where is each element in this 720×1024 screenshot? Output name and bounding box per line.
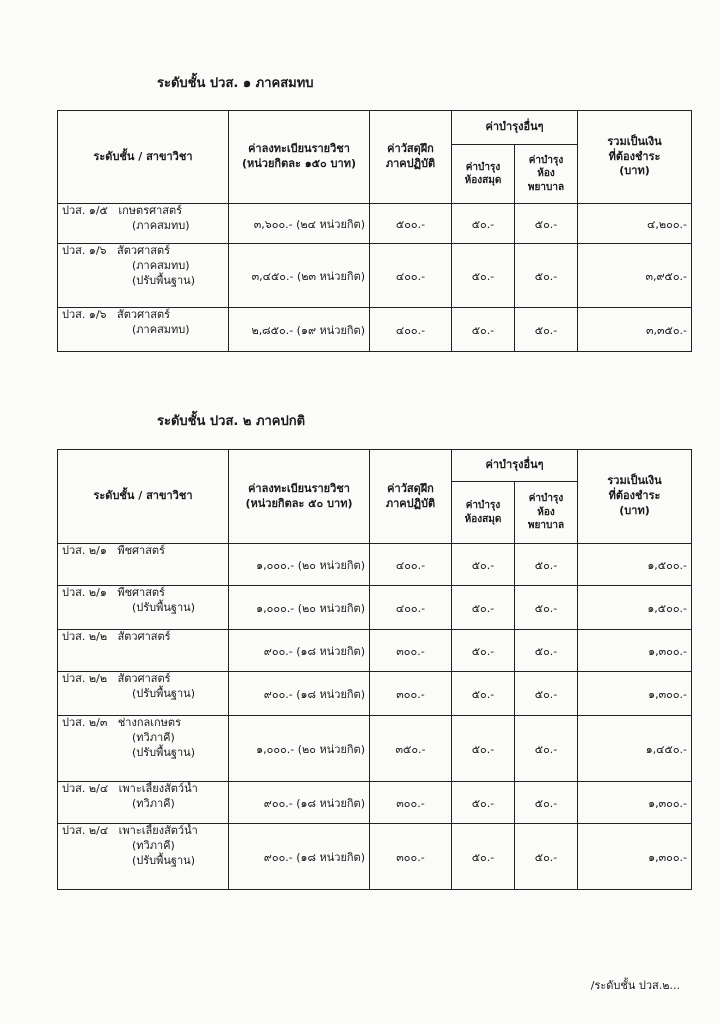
program-note: (ปรับพื้นฐาน)	[132, 686, 195, 700]
program-note: (ทวิภาคี)	[132, 796, 175, 810]
nursing-fee-cell: ๕๐.-	[515, 308, 578, 352]
header-registration-fee: ค่าลงทะเบียนรายวิชา (หน่วยกิตละ ๕๐ บาท)	[229, 450, 370, 544]
table-row	[58, 716, 692, 782]
class-level: ปวส. ๒/๓	[62, 716, 108, 729]
class-level: ปวส. ๑/๕	[62, 204, 108, 217]
program-note: (ปรับพื้นฐาน)	[132, 273, 195, 287]
total-cell: ๑,๓๐๐.-	[578, 782, 692, 824]
table-row	[58, 824, 692, 890]
level-major-cell	[58, 716, 229, 782]
header-level-major: ระดับชั้น / สาขาวิชา	[58, 111, 229, 204]
program-note: (ปรับพื้นฐาน)	[132, 745, 195, 759]
level-major-cell	[58, 204, 229, 244]
nursing-fee-cell: ๕๐.-	[515, 672, 578, 716]
nursing-fee-cell: ๕๐.-	[515, 204, 578, 244]
registration-fee-cell: ๙๐๐.- (๑๘ หน่วยกิต)	[229, 672, 370, 716]
level-major-cell	[58, 630, 229, 672]
total-cell: ๑,๓๐๐.-	[578, 672, 692, 716]
total-cell: ๔,๒๐๐.-	[578, 204, 692, 244]
program-note: (ทวิภาคี)	[132, 730, 175, 744]
header-other-maintenance: ค่าบำรุงอื่นๆ	[452, 111, 578, 145]
nursing-fee-cell: ๕๐.-	[515, 544, 578, 586]
class-level: ปวส. ๒/๔	[62, 782, 109, 795]
registration-fee-cell: ๑,๐๐๐.- (๒๐ หน่วยกิต)	[229, 544, 370, 586]
major-name: พืชศาสตร์	[117, 544, 165, 557]
materials-fee-cell: ๓๕๐.-	[370, 716, 452, 782]
fee-table-section2	[57, 449, 692, 890]
nursing-fee-cell: ๕๐.-	[515, 630, 578, 672]
header-library-fee: ค่าบำรุง ห้องสมุด	[452, 482, 515, 544]
major-name: สัตวศาสตร์	[117, 308, 171, 321]
major-name: เพาะเลี้ยงสัตว์น้ำ	[118, 782, 198, 795]
table-row	[58, 782, 692, 824]
class-level: ปวส. ๒/๑	[62, 586, 107, 599]
nursing-fee-cell: ๕๐.-	[515, 782, 578, 824]
table-row	[58, 244, 692, 308]
major-name: เพาะเลี้ยงสัตว์น้ำ	[118, 824, 198, 837]
total-cell: ๑,๕๐๐.-	[578, 544, 692, 586]
registration-fee-cell: ๓,๖๐๐.- (๒๔ หน่วยกิต)	[229, 204, 370, 244]
registration-fee-cell: ๙๐๐.- (๑๘ หน่วยกิต)	[229, 630, 370, 672]
level-major-cell	[58, 782, 229, 824]
registration-fee-cell: ๙๐๐.- (๑๘ หน่วยกิต)	[229, 824, 370, 890]
class-level: ปวส. ๒/๒	[62, 672, 108, 685]
library-fee-cell: ๕๐.-	[452, 244, 515, 308]
nursing-fee-cell: ๕๐.-	[515, 716, 578, 782]
materials-fee-cell: ๓๐๐.-	[370, 782, 452, 824]
header-practice-materials: ค่าวัสดุฝึก ภาคปฏิบัติ	[370, 450, 452, 544]
program-note: (ภาคสมทบ)	[132, 218, 190, 232]
nursing-fee-cell: ๕๐.-	[515, 586, 578, 630]
header-nursing-fee: ค่าบำรุง ห้อง พยาบาล	[515, 482, 578, 544]
library-fee-cell: ๕๐.-	[452, 308, 515, 352]
materials-fee-cell: ๓๐๐.-	[370, 630, 452, 672]
table-row	[58, 630, 692, 672]
level-major-cell	[58, 824, 229, 890]
total-cell: ๑,๕๐๐.-	[578, 586, 692, 630]
materials-fee-cell: ๔๐๐.-	[370, 244, 452, 308]
total-cell: ๓,๓๕๐.-	[578, 308, 692, 352]
materials-fee-cell: ๓๐๐.-	[370, 672, 452, 716]
materials-fee-cell: ๓๐๐.-	[370, 824, 452, 890]
continuation-note: /ระดับชั้น ปวส.๒...	[590, 979, 680, 992]
library-fee-cell: ๕๐.-	[452, 630, 515, 672]
program-note: (ทวิภาคี)	[132, 838, 175, 852]
registration-fee-cell: ๓,๔๕๐.- (๒๓ หน่วยกิต)	[229, 244, 370, 308]
total-cell: ๑,๓๐๐.-	[578, 630, 692, 672]
level-major-cell	[58, 586, 229, 630]
program-note: (ภาคสมทบ)	[132, 258, 190, 272]
major-name: พืชศาสตร์	[117, 586, 165, 599]
header-total: รวมเป็นเงิน ที่ต้องชำระ (บาท)	[578, 111, 692, 204]
library-fee-cell: ๕๐.-	[452, 824, 515, 890]
library-fee-cell: ๕๐.-	[452, 586, 515, 630]
library-fee-cell: ๕๐.-	[452, 716, 515, 782]
registration-fee-cell: ๒,๘๕๐.- (๑๙ หน่วยกิต)	[229, 308, 370, 352]
header-level-major: ระดับชั้น / สาขาวิชา	[58, 450, 229, 544]
class-level: ปวส. ๒/๒	[62, 630, 108, 643]
program-note: (ภาคสมทบ)	[132, 322, 190, 336]
materials-fee-cell: ๔๐๐.-	[370, 544, 452, 586]
materials-fee-cell: ๔๐๐.-	[370, 586, 452, 630]
registration-fee-cell: ๑,๐๐๐.- (๒๐ หน่วยกิต)	[229, 586, 370, 630]
nursing-fee-cell: ๕๐.-	[515, 244, 578, 308]
class-level: ปวส. ๒/๔	[62, 824, 109, 837]
materials-fee-cell: ๔๐๐.-	[370, 308, 452, 352]
table-row	[58, 672, 692, 716]
header-total: รวมเป็นเงิน ที่ต้องชำระ (บาท)	[578, 450, 692, 544]
total-cell: ๑,๓๐๐.-	[578, 824, 692, 890]
program-note: (ปรับพื้นฐาน)	[132, 853, 195, 867]
level-major-cell	[58, 544, 229, 586]
registration-fee-cell: ๑,๐๐๐.- (๒๐ หน่วยกิต)	[229, 716, 370, 782]
materials-fee-cell: ๕๐๐.-	[370, 204, 452, 244]
table-row	[58, 544, 692, 586]
level-major-cell	[58, 672, 229, 716]
program-note: (ปรับพื้นฐาน)	[132, 600, 195, 614]
class-level: ปวส. ๒/๑	[62, 544, 107, 557]
header-other-maintenance: ค่าบำรุงอื่นๆ	[452, 450, 578, 482]
major-name: ช่างกลเกษตร	[117, 716, 181, 729]
class-level: ปวส. ๑/๖	[62, 244, 107, 257]
major-name: สัตวศาสตร์	[117, 672, 171, 685]
header-nursing-fee: ค่าบำรุง ห้อง พยาบาล	[515, 145, 578, 204]
registration-fee-cell: ๙๐๐.- (๑๘ หน่วยกิต)	[229, 782, 370, 824]
library-fee-cell: ๕๐.-	[452, 782, 515, 824]
header-practice-materials: ค่าวัสดุฝึก ภาคปฏิบัติ	[370, 111, 452, 204]
library-fee-cell: ๕๐.-	[452, 544, 515, 586]
table-row	[58, 308, 692, 352]
level-major-cell	[58, 308, 229, 352]
header-registration-fee: ค่าลงทะเบียนรายวิชา (หน่วยกิตละ ๑๕๐ บาท)	[229, 111, 370, 204]
class-level: ปวส. ๑/๖	[62, 308, 107, 321]
fee-table-section1	[57, 110, 692, 352]
nursing-fee-cell: ๕๐.-	[515, 824, 578, 890]
total-cell: ๓,๙๕๐.-	[578, 244, 692, 308]
table-row	[58, 586, 692, 630]
level-major-cell	[58, 244, 229, 308]
major-name: สัตวศาสตร์	[117, 244, 171, 257]
section2-title: ระดับชั้น ปวส. ๒ ภาคปกติ	[157, 414, 306, 429]
total-cell: ๑,๔๕๐.-	[578, 716, 692, 782]
library-fee-cell: ๕๐.-	[452, 672, 515, 716]
table-row	[58, 204, 692, 244]
major-name: เกษตรศาสตร์	[118, 204, 183, 217]
section1-title: ระดับชั้น ปวส. ๑ ภาคสมทบ	[157, 76, 314, 91]
header-library-fee: ค่าบำรุง ห้องสมุด	[452, 145, 515, 204]
major-name: สัตวศาสตร์	[117, 630, 171, 643]
library-fee-cell: ๕๐.-	[452, 204, 515, 244]
